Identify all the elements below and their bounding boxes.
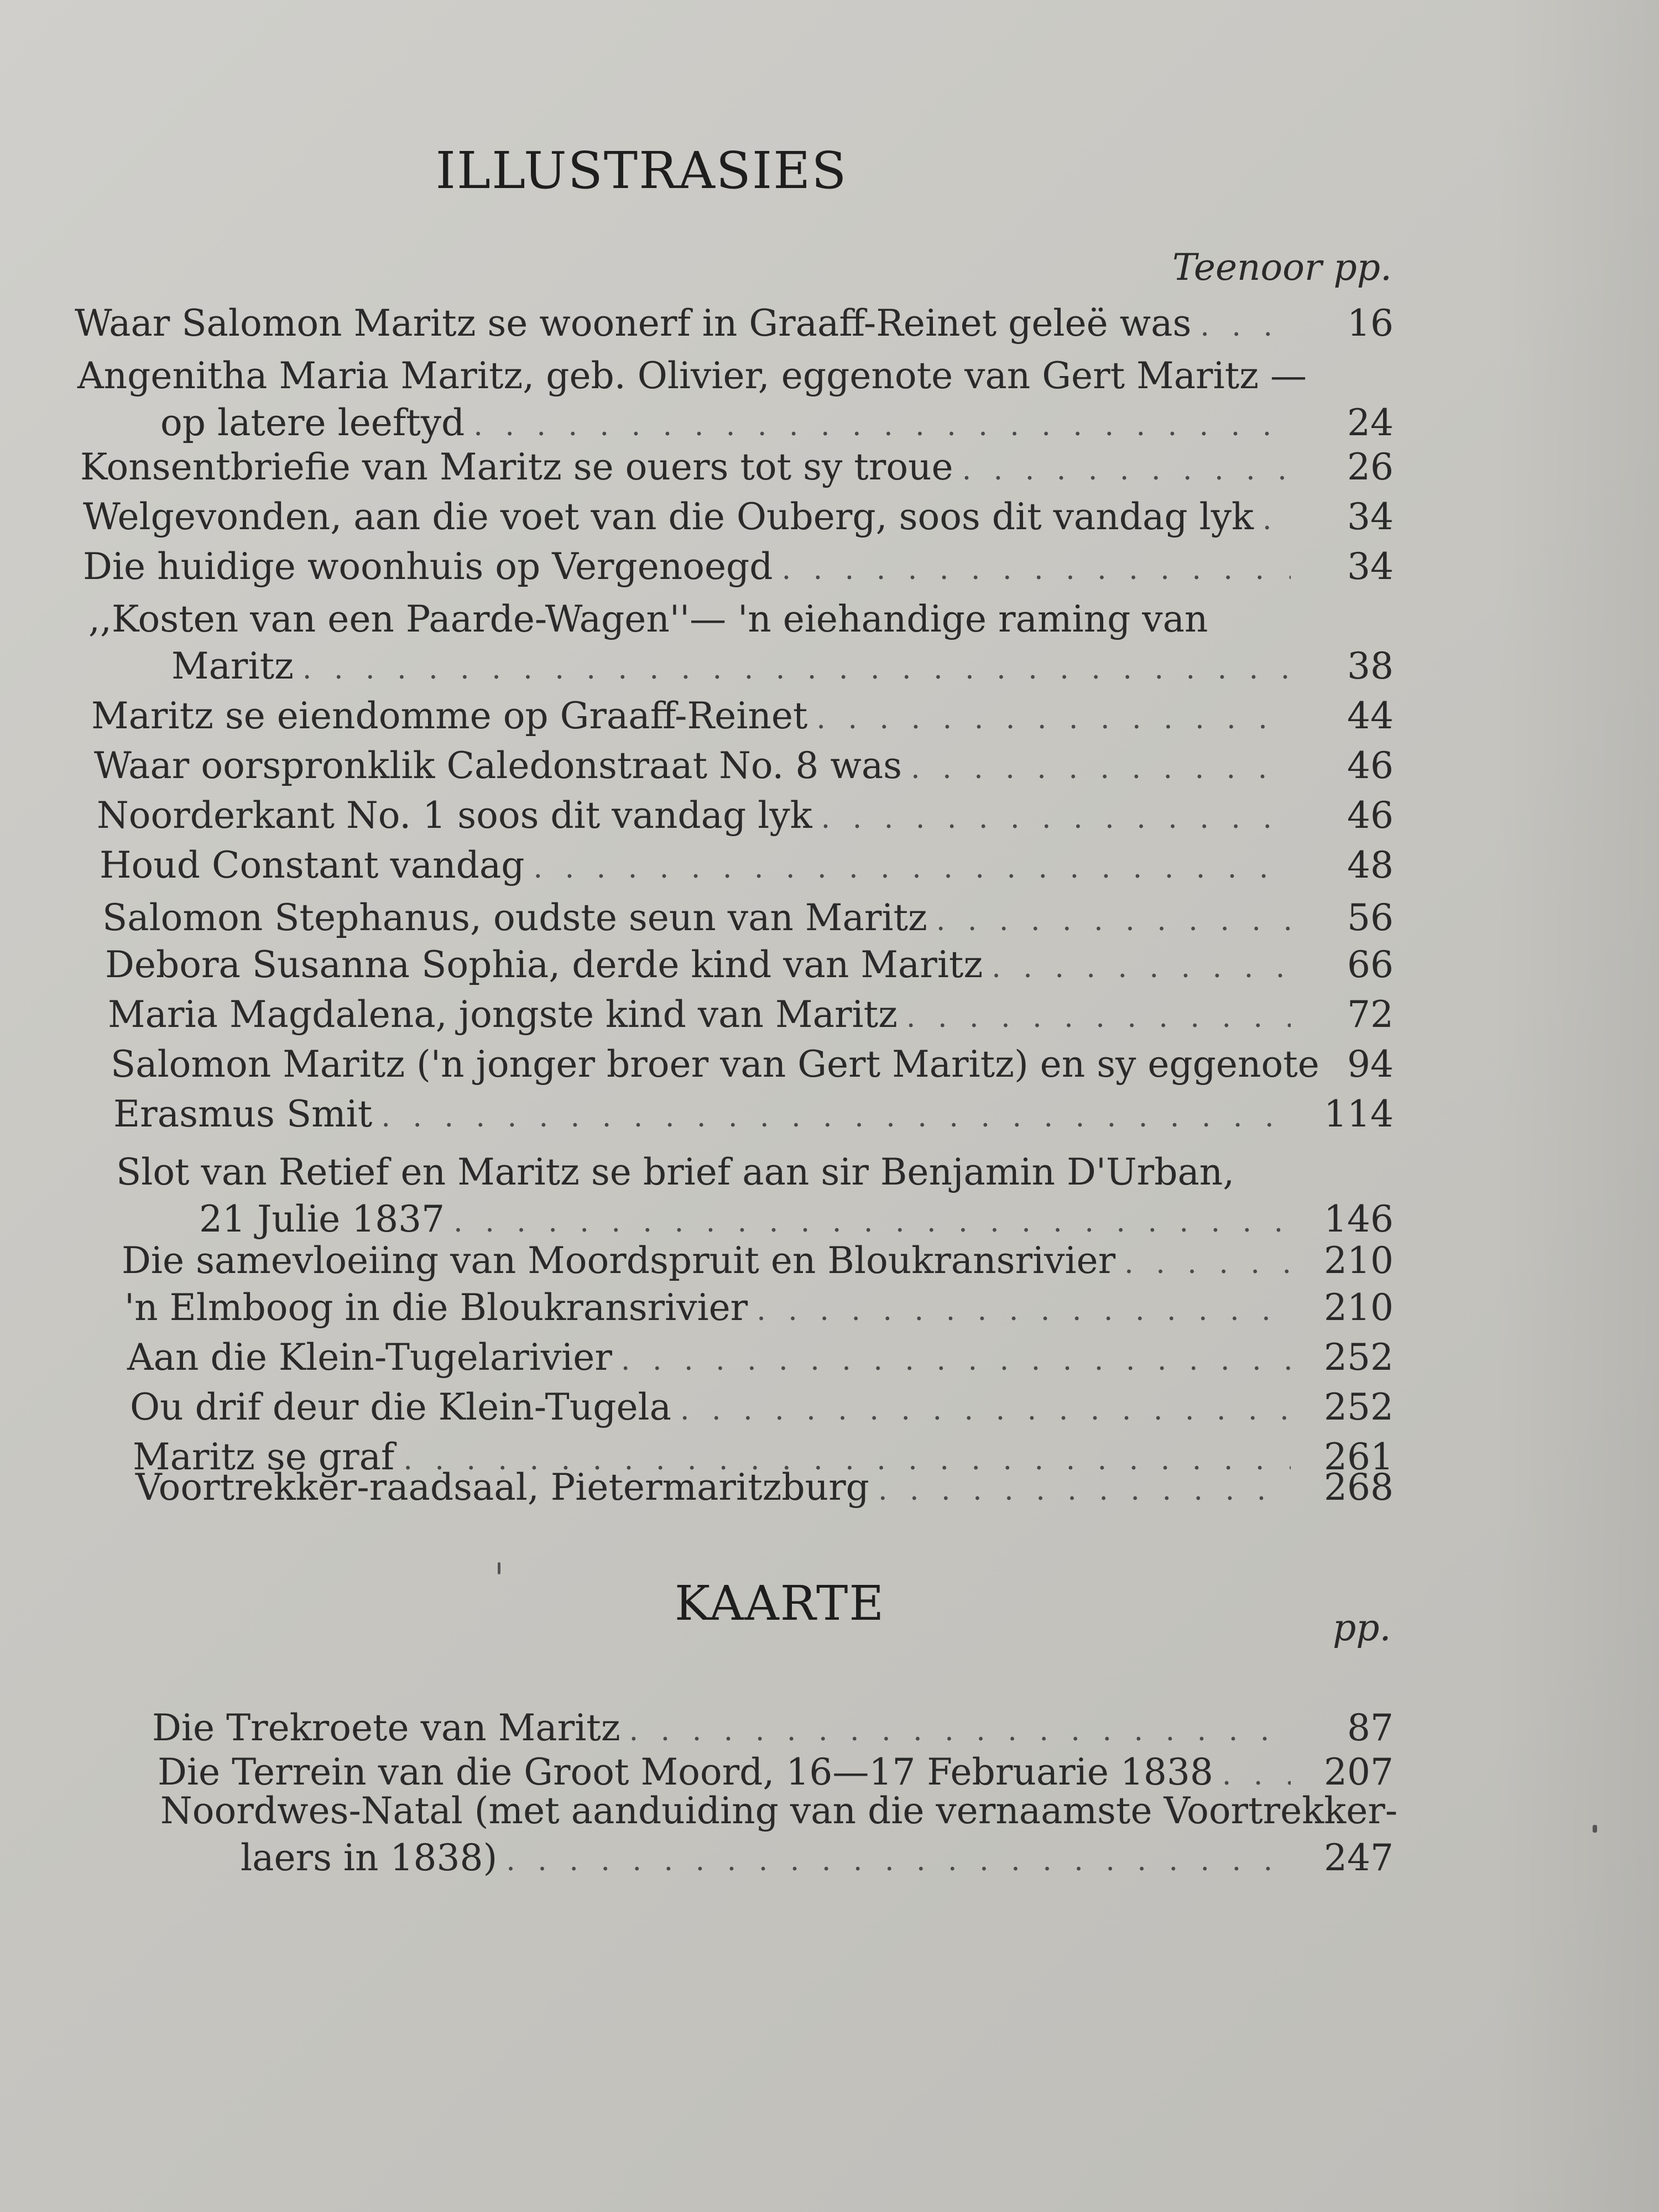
illustration-entry-title: Die samevloeiing van Moordspruit en Bloukransrivier (122, 1239, 1116, 1282)
illustration-entry (88, 597, 1394, 691)
dot-leader (621, 1338, 1291, 1383)
map-entry-page: 207 (1324, 1751, 1394, 1793)
illustration-entry-title: Salomon Maritz ('n jonger broer van Gert Maritz) en sy eggenote (111, 1043, 1319, 1086)
dot-leader (473, 404, 1291, 448)
illustration-entry-page: 46 (1347, 794, 1394, 837)
map-entry-title: Die Trekroete van Maritz (152, 1707, 620, 1749)
map-entry-page: 247 (1324, 1837, 1394, 1879)
illustration-entry-page: 210 (1324, 1239, 1394, 1282)
illustration-entry (122, 1239, 1394, 1288)
illustration-entry (83, 495, 1394, 545)
illustration-entry-title: Slot van Retief en Maritz se brief aan sir Benjamin D'Urban, (116, 1151, 1235, 1193)
illustration-entry-title: Voortrekker-raadsaal, Pietermaritzburg (135, 1466, 869, 1509)
illustration-entry-title: Maritz se eiendomme op Graaff-Reinet (91, 695, 808, 737)
dot-leader (1262, 498, 1291, 542)
illustration-entry-title: Aan die Klein-Tugelarivier (127, 1336, 612, 1379)
dot-leader (816, 697, 1291, 741)
illustration-entry-title: Waar oorspronklik Caledonstraat No. 8 was (94, 744, 902, 787)
illustration-entry (102, 896, 1394, 946)
dot-leader (680, 1388, 1291, 1432)
illustration-entry-title: Erasmus Smit (113, 1093, 373, 1135)
dot-leader (302, 647, 1291, 691)
dot-leader (962, 448, 1291, 492)
paper-speck (1593, 1825, 1597, 1833)
illustration-entry-title-continued: Maritz (171, 645, 294, 687)
illustration-entry (100, 843, 1394, 893)
dot-leader (453, 1200, 1291, 1244)
illustrations-title: ILLUSTRASIES (435, 141, 848, 200)
dot-leader (878, 1468, 1291, 1512)
dot-leader (936, 899, 1291, 943)
illustration-entry-page: 114 (1324, 1093, 1394, 1135)
illustration-entry-title: Salomon Stephanus, oudste seun van Maritz (102, 896, 927, 939)
illustration-entry-title-continued: 21 Julie 1837 (199, 1198, 445, 1240)
map-entry-page: 87 (1347, 1707, 1394, 1749)
illustration-entry-page: 26 (1347, 446, 1394, 488)
illustration-entry (124, 1286, 1394, 1335)
dot-leader (782, 547, 1291, 592)
paper-mark (498, 1562, 500, 1574)
illustration-entry (135, 1465, 1394, 1515)
illustration-entry (94, 744, 1394, 794)
illustration-entry-title: Houd Constant vandag (100, 844, 525, 886)
illustration-entry-page: 268 (1324, 1466, 1394, 1509)
illustration-entry (80, 445, 1394, 495)
illustration-entry-page: 38 (1347, 645, 1394, 687)
illustration-entry-page: 210 (1324, 1286, 1394, 1329)
illustration-entry (111, 1042, 1394, 1092)
illustration-entry-page: 34 (1347, 545, 1394, 588)
illustration-entry (97, 794, 1394, 843)
illustration-entry-title: 'n Elmboog in die Bloukransrivier (124, 1286, 748, 1329)
illustration-entry-page: 56 (1347, 896, 1394, 939)
illustration-entry-title: Die huidige woonhuis op Vergenoegd (83, 545, 773, 588)
illustration-entry-title: Maria Magdalena, jongste kind van Maritz (108, 993, 898, 1036)
illustration-entry-page: 146 (1324, 1198, 1394, 1240)
illustration-entry-page: 252 (1324, 1336, 1394, 1379)
illustration-entry-page: 252 (1324, 1386, 1394, 1428)
illustration-entry-page: 46 (1347, 744, 1394, 787)
illustration-entry (108, 993, 1394, 1042)
dot-leader (1124, 1241, 1291, 1286)
maps-title: KAARTE (674, 1576, 885, 1631)
illustration-entry-title: Ou drif deur die Klein-Tugela (130, 1386, 671, 1428)
illustration-entry-title: Waar Salomon Maritz se woonerf in Graaff-Reinet geleë was (75, 302, 1192, 345)
dot-leader (1200, 304, 1291, 348)
map-entry-title-continued: laers in 1838) (241, 1837, 498, 1879)
illustration-entry-title: Noorderkant No. 1 soos dit vandag lyk (97, 794, 812, 837)
illustration-entry (116, 1150, 1394, 1244)
map-entry (152, 1706, 1394, 1756)
illustration-entry-page: 44 (1347, 695, 1394, 737)
map-entry-title: Die Terrein van die Groot Moord, 16—17 Februarie 1838 (158, 1751, 1213, 1793)
dot-leader (534, 846, 1291, 890)
illustration-entry-page: 24 (1347, 401, 1394, 444)
illustration-entry (113, 1092, 1394, 1142)
page-shadow (1493, 0, 1659, 2212)
dot-leader (992, 946, 1291, 990)
dot-leader (506, 1839, 1291, 1883)
illustration-entry-page: 16 (1347, 302, 1394, 345)
illustration-entry-title: Angenitha Maria Maritz, geb. Olivier, eggenote van Gert Maritz — (77, 354, 1307, 397)
illustration-entry-page: 72 (1347, 993, 1394, 1036)
illustration-entry-title: Debora Susanna Sophia, derde kind van Maritz (105, 943, 983, 986)
illustration-entry (130, 1385, 1394, 1435)
illustration-entry (83, 545, 1394, 594)
illustrations-column-head: Teenoor pp. (1172, 246, 1392, 289)
illustration-entry-title: ,,Kosten van een Paarde-Wagen''— 'n eiehandige raming van (88, 598, 1208, 640)
maps-column-head: pp. (1333, 1606, 1391, 1649)
illustration-entry-page: 66 (1347, 943, 1394, 986)
illustration-entry-title-continued: op latere leeftyd (160, 401, 465, 444)
dot-leader (821, 796, 1291, 841)
illustration-entry-title: Konsentbriefie van Maritz se ouers tot sy troue (80, 446, 953, 488)
illustration-entry-page: 94 (1347, 1043, 1394, 1086)
map-entry-title: Noordwes-Natal (met aanduiding van die vernaamste Voortrekker- (160, 1790, 1398, 1832)
illustration-entry-page: 261 (1324, 1436, 1394, 1478)
dot-leader (911, 747, 1291, 791)
map-entry (160, 1789, 1398, 1883)
dot-leader (757, 1288, 1291, 1333)
dot-leader (906, 995, 1291, 1040)
dot-leader (381, 1095, 1291, 1139)
dot-leader (629, 1709, 1291, 1753)
illustration-entry (105, 943, 1394, 993)
illustration-entry (91, 694, 1394, 744)
illustration-entry-page: 34 (1347, 495, 1394, 538)
illustration-entry (75, 301, 1394, 351)
illustration-entry (127, 1335, 1394, 1385)
illustration-entry (77, 354, 1394, 448)
illustration-entry-title: Maritz se graf (133, 1436, 395, 1478)
illustration-entry-page: 48 (1347, 844, 1394, 886)
illustration-entry-title: Welgevonden, aan die voet van die Ouberg, soos dit vandag lyk (83, 495, 1254, 538)
